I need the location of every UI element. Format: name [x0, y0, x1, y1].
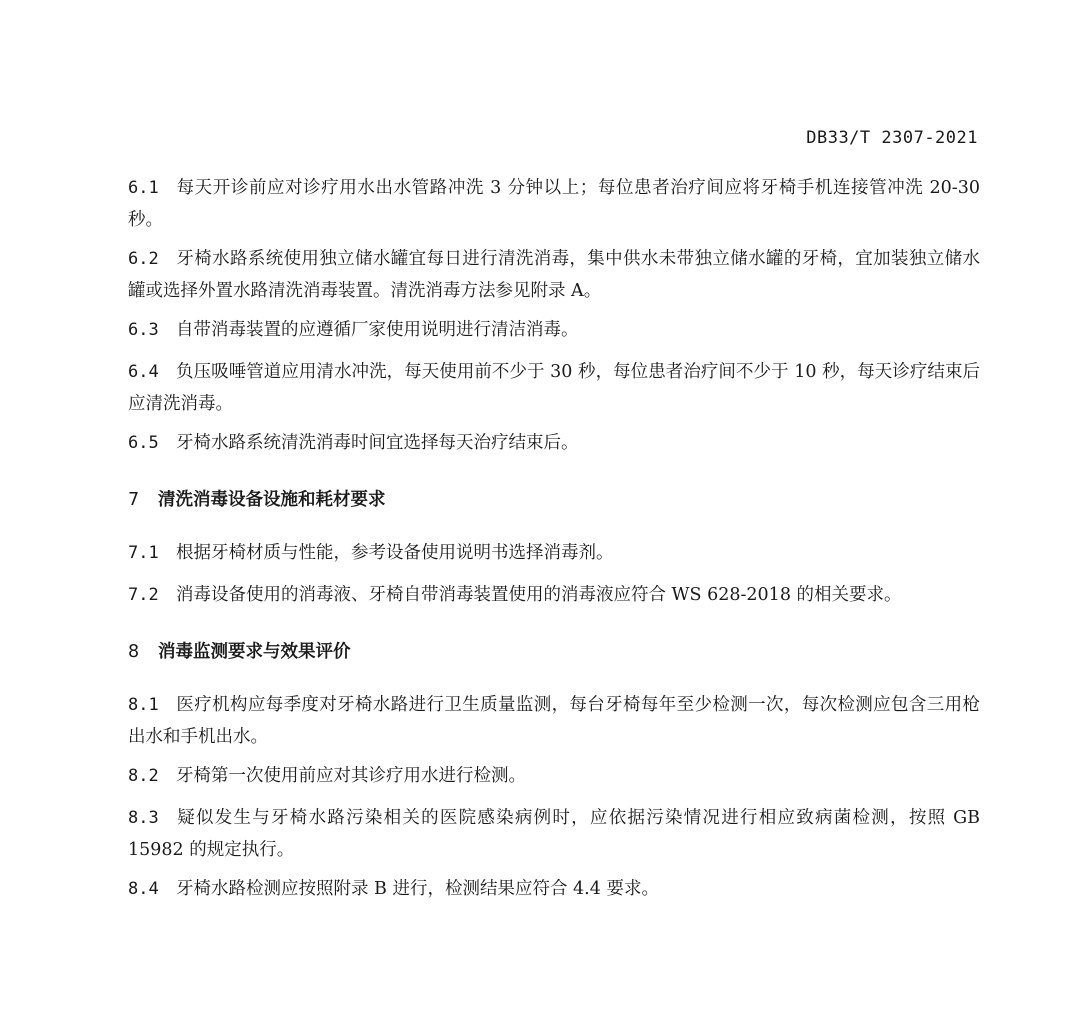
clause-number: 6.5 — [128, 433, 159, 453]
clause-number: 6.2 — [128, 249, 159, 269]
clause-6-1 — [128, 172, 980, 236]
clause-text: 负压吸唾管道应用清水冲洗，每天使用前不少于 30 秒，每位患者治疗间不少于 10 秒，每天诊疗结束后应清洗消毒。 — [128, 362, 980, 414]
clause-number: 6.3 — [128, 320, 159, 340]
clause-number: 8.3 — [128, 808, 159, 828]
clause-number: 7.1 — [128, 543, 159, 563]
clause-text: 牙椅水路系统使用独立储水罐宜每日进行清洗消毒，集中供水未带独立储水罐的牙椅，宜加装独立储水罐或选择外置水路清洗消毒装置。清洗消毒方法参见附录 A。 — [128, 249, 980, 301]
clause-7-2 — [128, 579, 980, 611]
clause-text: 牙椅第一次使用前应对其诊疗用水进行检测。 — [176, 766, 526, 786]
clause-7-1 — [128, 537, 980, 569]
clause-8-1 — [128, 689, 980, 753]
clause-6-4 — [128, 356, 980, 420]
clause-text: 牙椅水路系统清洗消毒时间宜选择每天治疗结束后。 — [176, 433, 579, 453]
clause-number: 8.1 — [128, 695, 159, 715]
section-heading-8 — [128, 638, 351, 663]
document-code: DB33/T 2307-2021 — [806, 128, 978, 148]
clause-text: 根据牙椅材质与性能，参考设备使用说明书选择消毒剂。 — [176, 543, 614, 563]
clause-6-3 — [128, 314, 980, 346]
clause-number: 8.2 — [128, 766, 159, 786]
clause-6-2 — [128, 243, 980, 307]
clause-text: 消毒设备使用的消毒液、牙椅自带消毒装置使用的消毒液应符合 WS 628-2018 的相关要求。 — [176, 585, 902, 605]
clause-8-2 — [128, 760, 980, 792]
clause-8-4 — [128, 873, 980, 905]
clause-text: 牙椅水路检测应按照附录 B 进行，检测结果应符合 4.4 要求。 — [176, 879, 659, 899]
section-title: 消毒监测要求与效果评价 — [158, 642, 351, 662]
clause-8-3 — [128, 802, 980, 866]
clause-number: 6.1 — [128, 178, 159, 198]
section-number: 7 — [128, 490, 140, 510]
clause-6-5 — [128, 427, 980, 459]
clause-number: 7.2 — [128, 585, 159, 605]
clause-number: 6.4 — [128, 362, 159, 382]
clause-text: 自带消毒装置的应遵循厂家使用说明进行清洁消毒。 — [176, 320, 579, 340]
clause-text: 疑似发生与牙椅水路污染相关的医院感染病例时，应依据污染情况进行相应致病菌检测，按照 GB 15982 的规定执行。 — [128, 808, 980, 860]
clause-text: 医疗机构应每季度对牙椅水路进行卫生质量监测，每台牙椅每年至少检测一次，每次检测应包含三用枪出水和手机出水。 — [128, 695, 980, 747]
section-number: 8 — [128, 642, 140, 662]
section-heading-7 — [128, 486, 386, 511]
section-title: 清洗消毒设备设施和耗材要求 — [158, 490, 386, 510]
clause-text: 每天开诊前应对诊疗用水出水管路冲洗 3 分钟以上；每位患者治疗间应将牙椅手机连接管冲洗 20-30 秒。 — [128, 178, 980, 230]
clause-number: 8.4 — [128, 879, 159, 899]
